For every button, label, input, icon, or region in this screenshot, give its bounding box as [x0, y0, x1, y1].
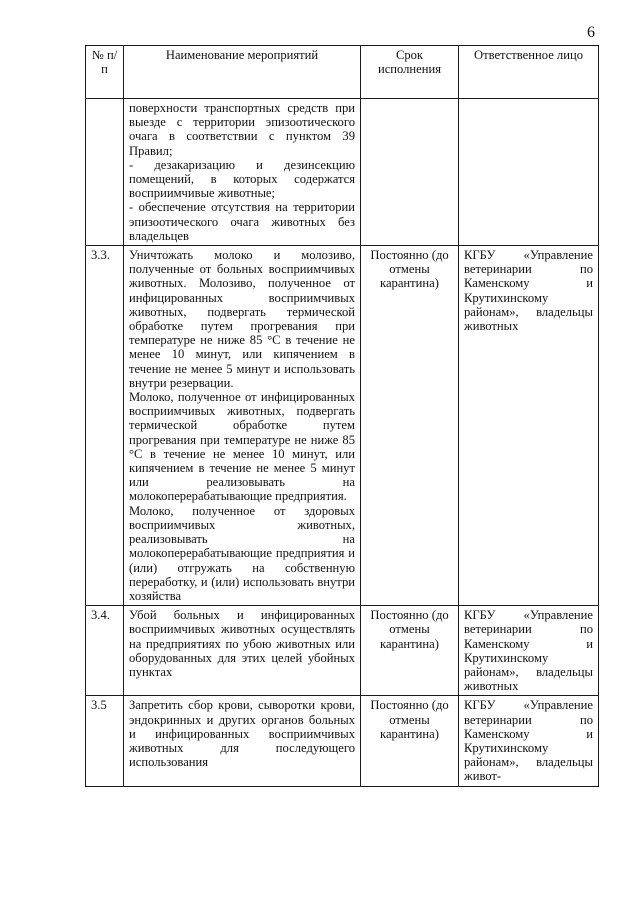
row-name [124, 246, 361, 606]
table-row [86, 246, 599, 606]
row-responsible [459, 99, 599, 246]
row-name-para: - обеспечение отсутствия на территории эпизоотического очага животных без владельцев [129, 200, 355, 243]
header-num: № п/п [86, 46, 124, 99]
table-row [86, 696, 599, 786]
measures-table [85, 45, 599, 787]
row-name [124, 606, 361, 696]
page-number: 6 [587, 24, 595, 41]
header-term: Срок исполнения [361, 46, 459, 99]
row-num: 3.3. [86, 246, 124, 606]
row-name-para: Молоко, полученное от здоровых восприимчивых животных, реализовывать на молокоперерабатывающие предприятия и (или) отгружать на собственную переработку, и (или) использовать внутри хозяйства [129, 503, 355, 603]
row-responsible: КГБУ «Управление ветеринарии по Каменскому и Крутихинскому районам», владельцы живот- [459, 696, 599, 786]
row-term [361, 99, 459, 246]
header-name: Наименование мероприятий [124, 46, 361, 99]
row-term: Постоянно (до отмены карантина) [361, 606, 459, 696]
row-name-para: Убой больных и инфицированных восприимчивых животных осуществлять на предприятиях по убою животных или оборудованных для этих целей убойных пунктах [129, 608, 355, 679]
row-name [124, 696, 361, 786]
row-term: Постоянно (до отмены карантина) [361, 696, 459, 786]
row-num [86, 99, 124, 246]
row-num: 3.4. [86, 606, 124, 696]
header-responsible: Ответственное лицо [459, 46, 599, 99]
row-responsible: КГБУ «Управление ветеринарии по Каменскому и Крутихинскому районам», владельцы животных [459, 246, 599, 606]
row-name [124, 99, 361, 246]
row-name-para: - дезакаризацию и дезинсекцию помещений, в которых содержатся восприимчивые животные; [129, 157, 355, 201]
row-term: Постоянно (до отмены карантина) [361, 246, 459, 606]
table-row [86, 606, 599, 696]
table-row [86, 99, 599, 246]
table-header-row [86, 46, 599, 99]
row-name-para: Уничтожать молоко и молозиво, полученные от больных восприимчивых животных. Молозиво, полученное от инфицированных восприимчивых животных, подвергать термической обработке путем прогревания при температуре не ниже 85 °С в течение не менее 10 минут, или кипячением в течение не менее 5 минут и использовать внутри резервации. [129, 248, 355, 390]
row-name-para: Запретить сбор крови, сыворотки крови, эндокринных и других органов больных и инфицированных восприимчивых животных для последующего использования [129, 698, 355, 770]
row-name-para: Молоко, полученное от инфицированных восприимчивых животных, подвергать термической обработке путем прогревания при температуре не ниже 85 °С в течение не менее 10 минут, или кипячением в течение не менее 5 минут или реализовывать на молокоперерабатывающие предприятия. [129, 390, 355, 504]
row-name-para: поверхности транспортных средств при выезде с территории эпизоотического очага в соответствии с пунктом 39 Правил; [129, 101, 355, 158]
row-num: 3.5 [86, 696, 124, 786]
row-responsible: КГБУ «Управление ветеринарии по Каменскому и Крутихинскому районам», владельцы животных [459, 606, 599, 696]
